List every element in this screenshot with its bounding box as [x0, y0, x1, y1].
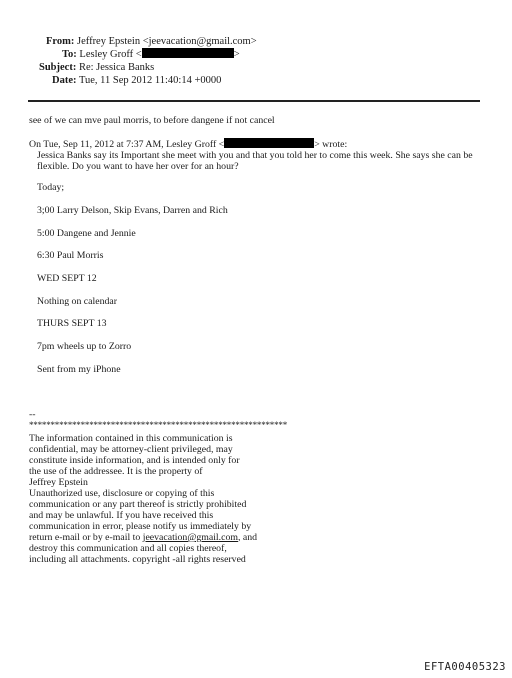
disclaimer-line: constitute inside information, and is intended only for [29, 455, 240, 466]
quote-line: 6:30 Paul Morris [37, 250, 104, 261]
quote-line: 3;00 Larry Delson, Skip Evans, Darren and Rich [37, 205, 228, 216]
reply-line: see of we can mve paul morris, to before dangene if not cancel [29, 115, 275, 126]
redaction-block [142, 48, 234, 58]
subject-row [39, 61, 154, 74]
quote-attribution-suffix: > wrote: [314, 139, 348, 150]
disclaimer-line: Unauthorized use, disclosure or copying of this [29, 488, 215, 499]
disclaimer-line: confidential, may be attorney-client privileged, may [29, 444, 233, 455]
to-label: To: [62, 49, 77, 60]
quote-line: WED SEPT 12 [37, 273, 97, 284]
quote-body-line-1: Jessica Banks say its Important she meet with you and that you told her to come this week. She says she can be [37, 150, 473, 161]
date-value: Tue, 11 Sep 2012 11:40:14 +0000 [78, 75, 222, 86]
disclaimer-line: the use of the addressee. It is the property of [29, 466, 203, 477]
return-suffix: , and [237, 532, 258, 543]
quote-line: 5:00 Dangene and Jennie [37, 228, 136, 239]
return-prefix: return e-mail or by e-mail to [29, 532, 143, 543]
quote-line: THURS SEPT 13 [37, 318, 107, 329]
signature-dashes: -- [29, 409, 36, 420]
bates-number: EFTA00405323 [424, 661, 506, 673]
disclaimer-line: The information contained in this communication is [29, 433, 233, 444]
redaction-block [224, 138, 314, 148]
disclaimer-line: and may be unlawful. If you have received this [29, 510, 214, 521]
from-row [46, 35, 257, 48]
quote-attribution-prefix: On Tue, Sep 11, 2012 at 7:37 AM, Lesley Groff < [29, 139, 225, 150]
subject-label: Subject: [39, 62, 77, 73]
from-label: From: [46, 36, 75, 47]
disclaimer-line: communication or any part thereof is strictly prohibited [29, 499, 247, 510]
signature-stars: ************************************************************ [29, 420, 288, 430]
to-value-suffix: > [233, 49, 240, 60]
quote-line: Nothing on calendar [37, 296, 117, 307]
quote-line: Sent from my iPhone [37, 364, 121, 375]
header-divider [28, 100, 480, 102]
quote-line: 7pm wheels up to Zorro [37, 341, 132, 352]
from-value: Jeffrey Epstein <jeevacation@gmail.com> [77, 36, 257, 47]
quote-line: Today; [37, 182, 65, 193]
disclaimer-line: Jeffrey Epstein [29, 477, 88, 488]
disclaimer-line: including all attachments. copyright -all rights reserved [29, 554, 246, 565]
email-link[interactable]: jeevacation@gmail.com [142, 532, 238, 543]
to-value: Lesley Groff < [79, 49, 142, 60]
subject-value: Re: Jessica Banks [78, 62, 155, 73]
date-label: Date: [52, 75, 77, 86]
disclaimer-line: destroy this communication and all copies thereof, [29, 543, 227, 554]
to-row [62, 48, 240, 61]
date-row [52, 74, 221, 87]
quote-body-line-2: flexible. Do you want to have her over for an hour? [37, 161, 239, 172]
disclaimer-line: communication in error, please notify us immediately by [29, 521, 252, 532]
